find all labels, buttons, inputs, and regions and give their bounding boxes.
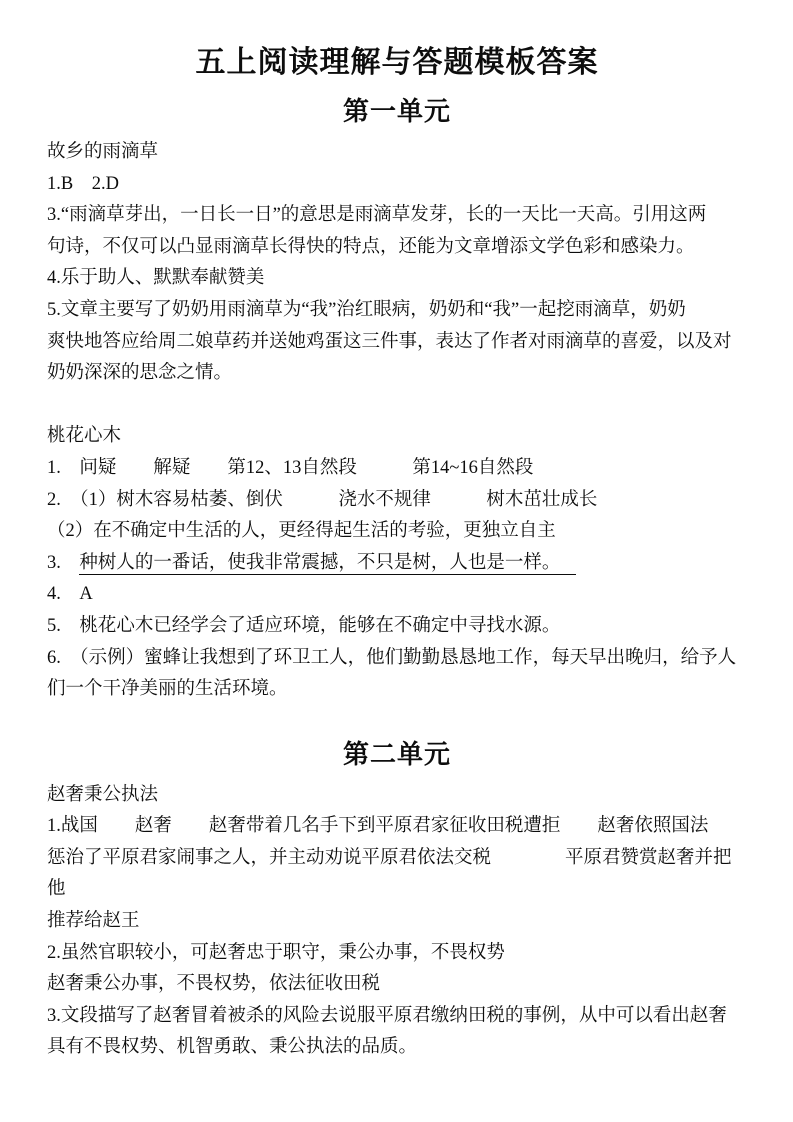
text-line (47, 643, 747, 675)
text-line (47, 906, 747, 938)
blank-line (47, 390, 747, 422)
text-line (47, 421, 747, 453)
text-segment: 3. (47, 552, 80, 573)
text-segment: 1. 问疑 解疑 第12、13自然段 第14~16自然段 (47, 457, 534, 478)
text-line (47, 516, 747, 548)
unit-section (47, 95, 747, 706)
text-segment: 赵奢秉公办事，不畏权势，依法征收田税 (47, 974, 381, 995)
text-line (47, 780, 747, 812)
text-line (47, 485, 747, 517)
unit-section (47, 738, 747, 1064)
text-segment: （2）在不确定中生活的人，更经得起生活的考验，更独立自主 (47, 521, 556, 542)
text-segment: 2. （1）树木容易枯萎、倒伏 浇水不规律 树木茁壮成长 (47, 489, 598, 510)
text-segment: 爽快地答应给周二娘草药并送她鸡蛋这三件事，表达了作者对雨滴草的喜爱，以及对 (47, 331, 732, 352)
text-segment: 惩治了平原君家闹事之人，并主动劝说平原君依法交税 平原君赞赏赵奢并把他 (47, 847, 732, 900)
document-body (47, 95, 747, 1064)
text-segment: 故乡的雨滴草 (47, 142, 159, 162)
text-line (47, 843, 747, 906)
text-line (47, 169, 747, 201)
text-segment: 2.虽然官职较小，可赵奢忠于职守，秉公办事，不畏权势 (47, 942, 505, 963)
text-line (47, 200, 747, 232)
text-segment: 5.文章主要写了奶奶用雨滴草为“我”治红眼病，奶奶和“我”一起挖雨滴草，奶奶 (47, 299, 686, 320)
text-line (47, 938, 747, 970)
text-segment: 桃花心木 (47, 426, 122, 447)
text-line (47, 969, 747, 1001)
text-line (47, 674, 747, 706)
text-segment: 4. A (47, 584, 93, 605)
text-segment: 句诗，不仅可以凸显雨滴草长得快的特点，还能为文章增添文学色彩和感染力。 (47, 236, 695, 257)
text-segment: 1.B 2.D (47, 173, 119, 194)
text-line (47, 358, 747, 390)
text-line (47, 137, 747, 169)
text-line (47, 811, 747, 843)
text-line (47, 327, 747, 359)
text-segment: 3.文段描写了赵奢冒着被杀的风险去说服平原君缴纳田税的事例，从中可以看出赵奢 (47, 1005, 727, 1026)
unit-heading: 第二单元 (342, 739, 451, 769)
text-line (47, 1001, 747, 1033)
text-segment: 5. 桃花心木已经学会了适应环境，能够在不确定中寻找水源。 (47, 615, 561, 636)
unit-heading: 第一单元 (342, 97, 451, 126)
text-line (47, 548, 747, 580)
underlined-answer: 种树人的一番话，使我非常震撼，不只是树，人也是一样。 (79, 553, 576, 575)
text-line (47, 453, 747, 485)
text-segment: 赵奢秉公执法 (47, 784, 159, 805)
text-segment: 推荐给赵王 (47, 911, 140, 932)
text-segment: 具有不畏权势、机智勇敢、秉公执法的品质。 (47, 1037, 418, 1058)
text-segment: 3.“雨滴草芽出，一日长一日”的意思是雨滴草发芽，长的一天比一天高。引用这两 (47, 205, 707, 226)
text-line (47, 611, 747, 643)
text-segment: 奶奶深深的思念之情。 (47, 363, 233, 384)
text-line (47, 295, 747, 327)
text-line (47, 579, 747, 611)
text-segment: 4.乐于助人、默默奉献赞美 (47, 268, 265, 289)
text-segment: 1.战国 赵奢 赵奢带着几名手下到平原君家征收田税遭拒 赵奢依照国法 (47, 816, 709, 837)
text-line (47, 232, 747, 264)
document-title: 五上阅读理解与答题模板答案 (195, 46, 599, 79)
text-segment: 们一个干净美丽的生活环境。 (47, 679, 288, 700)
text-line (47, 1032, 747, 1064)
text-line (47, 263, 747, 295)
text-segment: 6. （示例）蜜蜂让我想到了环卫工人，他们勤勤恳恳地工作，每天早出晚归，给予人 (47, 647, 737, 668)
